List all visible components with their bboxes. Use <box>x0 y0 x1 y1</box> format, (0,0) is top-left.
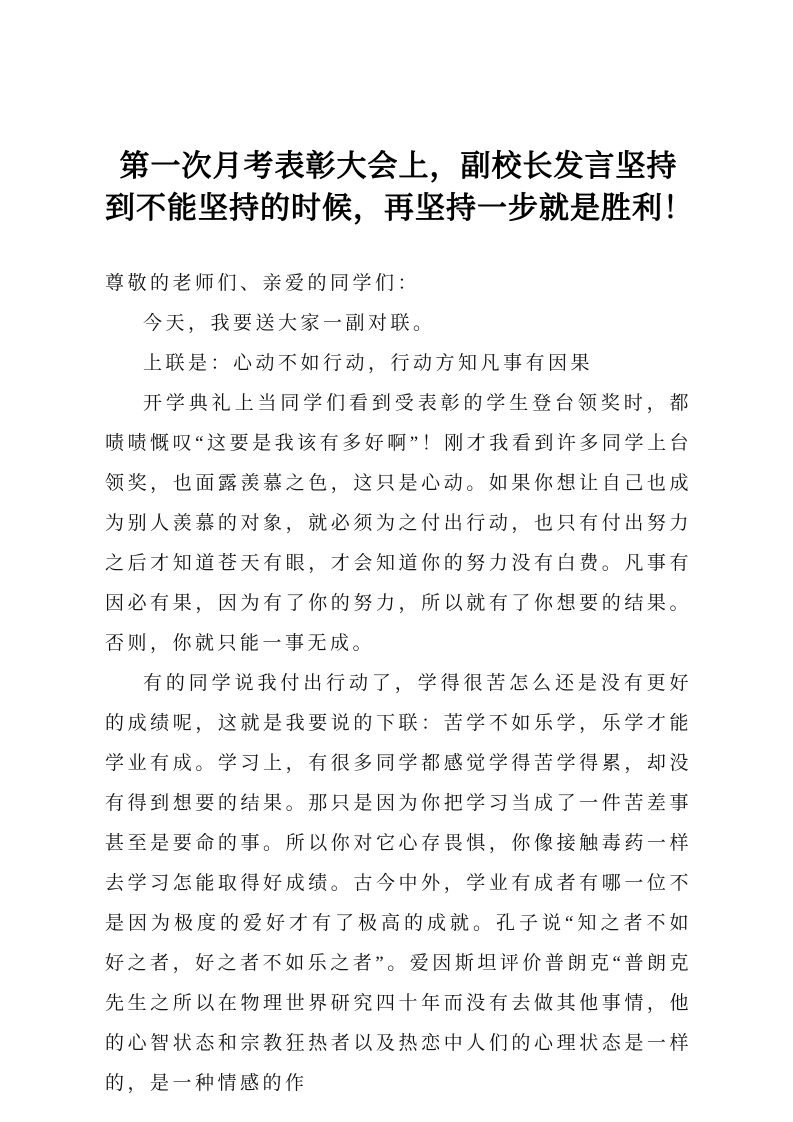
paragraph-couplet-intro: 今天，我要送大家一副对联。 <box>143 313 436 334</box>
document-title <box>105 146 692 230</box>
paragraph-first-couplet-line: 上联是：心动不如行动，行动方知凡事有因果 <box>143 353 594 374</box>
document-title-line-2: 到不能坚持的时候，再坚持一步就是胜利！ <box>105 192 694 225</box>
document-body <box>105 264 692 1104</box>
document-title-line-1: 第一次月考表彰大会上，副校长发言坚持 <box>119 150 678 183</box>
paragraph-action-over-thought: 开学典礼上当同学们看到受表彰的学生登台领奖时，都啧啧慨叹“这要是我该有多好啊”！刚才我看到许多同学上台领奖，也面露羡慕之色，这只是心动。如果你想让自己也成为别人羡慕的对象，就必须为之付出行动，也只有付出努力之后才知道苍天有眼，才会知道你的努力没有白费。凡事有因必有果，因为有了你的努力，所以就有了你想要的结果。否则，你就只能一事无成。 <box>105 393 692 654</box>
paragraph-joyful-learning: 有的同学说我付出行动了，学得很苦怎么还是没有更好的成绩呢，这就是我要说的下联：苦学不如乐学，乐学才能学业有成。学习上，有很多同学都感觉学得苦学得累，却没有得到想要的结果。那只是因为你把学习当成了一件苦差事甚至是要命的事。所以你对它心存畏惧，你像接触毒药一样去学习怎能取得好成绩。古今中外，学业有成者有哪一位不是因为极度的爱好才有了极高的成就。孔子说“知之者不如好之者，好之者不如乐之者”。爱因斯坦评价普朗克“普朗克先生之所以在物理世界研究四十年而没有去做其他事情，他的心智状态和宗教狂热者以及热恋中人们的心理状态是一样的，是一种情感的作 <box>105 673 692 1094</box>
salutation-line: 尊敬的老师们、亲爱的同学们： <box>105 273 421 294</box>
